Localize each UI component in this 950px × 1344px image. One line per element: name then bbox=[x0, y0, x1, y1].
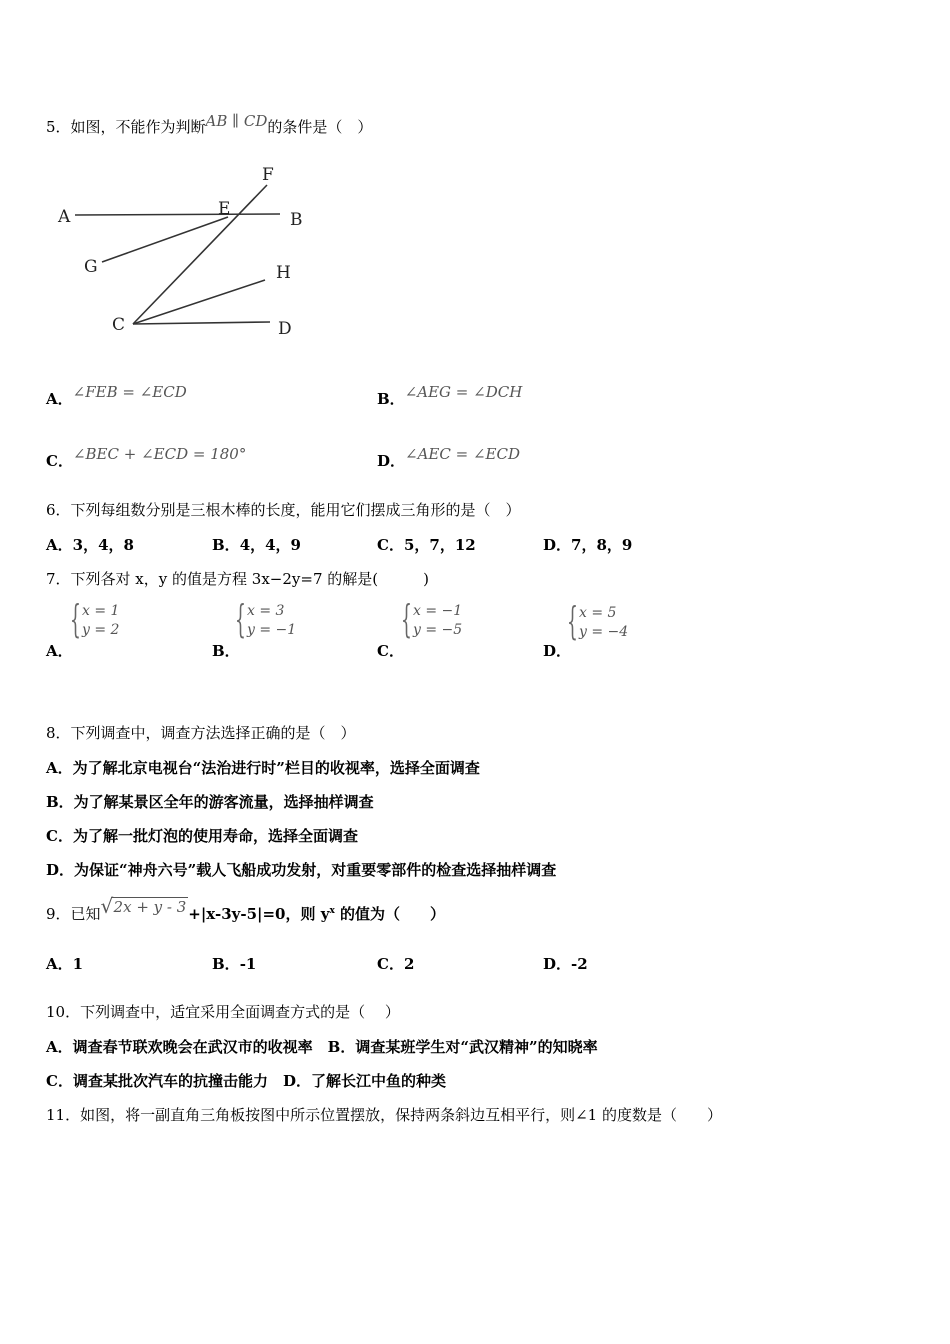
q6-option-b[interactable] bbox=[212, 534, 301, 555]
q7-d-row2: y = −4 bbox=[579, 624, 629, 640]
q5-option-c-label: C． bbox=[46, 452, 73, 470]
q6-option-c-label: C． bbox=[377, 536, 404, 554]
q5-option-b-label: B． bbox=[377, 390, 405, 408]
q9-option-d[interactable] bbox=[543, 953, 588, 974]
q9-radicand: 2x + y - 3 bbox=[111, 897, 189, 916]
q6-option-a-label: A． bbox=[46, 536, 73, 554]
q5-suffix: 的条件是（ ） bbox=[267, 118, 373, 136]
q5-option-c-expr: ∠BEC + ∠ECD = 180° bbox=[72, 445, 247, 463]
q7-a-row2: y = 2 bbox=[82, 622, 120, 638]
q5-option-c[interactable] bbox=[46, 445, 247, 471]
q5-option-d[interactable] bbox=[377, 445, 520, 471]
q7-b-row2: y = −1 bbox=[247, 622, 297, 638]
q10-options-line1[interactable]: A．调查春节联欢晚会在武汉市的收视率 B．调查某班学生对“武汉精神”的知晓率 bbox=[46, 1038, 598, 1056]
label-F: F bbox=[262, 165, 274, 185]
q7-a-row1: x = 1 bbox=[82, 603, 120, 619]
q9-option-b[interactable] bbox=[212, 953, 256, 974]
label-C: C bbox=[112, 315, 126, 335]
q6-option-d-label: D． bbox=[543, 536, 572, 554]
q7-option-d-system: { x = 5 y = −4 bbox=[567, 599, 629, 643]
q9-option-b-text: -1 bbox=[239, 955, 257, 973]
q6-option-a-text: 3，4，8 bbox=[72, 536, 134, 554]
q9-tail: 的值为（ ） bbox=[334, 905, 446, 923]
q5-stem bbox=[46, 112, 373, 137]
q8-option-b[interactable]: B．为了解某景区全年的游客流量，选择抽样调查 bbox=[46, 793, 374, 811]
label-D: D bbox=[278, 319, 292, 339]
q9-option-d-text: -2 bbox=[571, 955, 588, 973]
q9-option-a-label: A． bbox=[46, 955, 73, 973]
q6-option-c-text: 5，7，12 bbox=[403, 536, 476, 554]
label-H: H bbox=[276, 263, 291, 283]
q5-option-a-expr: ∠FEB = ∠ECD bbox=[72, 383, 187, 401]
q7-option-a-system: { x = 1 y = 2 bbox=[70, 597, 120, 641]
q10-options-line2[interactable]: C．调查某批次汽车的抗撞击能力 D．了解长江中鱼的种类 bbox=[46, 1072, 446, 1090]
q5-option-a[interactable] bbox=[46, 383, 187, 409]
q9-stem bbox=[46, 894, 446, 924]
q8-option-c[interactable]: C．为了解一批灯泡的使用寿命，选择全面调查 bbox=[46, 827, 358, 845]
q9-option-c-label: C． bbox=[377, 955, 404, 973]
q7-b-row1: x = 3 bbox=[247, 603, 285, 619]
q7-d-row1: x = 5 bbox=[579, 605, 617, 621]
q9-suffix: +|x-3y-5|=0，则 y bbox=[188, 905, 330, 923]
q9-option-c-text: 2 bbox=[403, 955, 415, 973]
q9-option-a-text: 1 bbox=[72, 955, 84, 973]
q8-option-d[interactable]: D．为保证“神舟六号”载人飞船成功发射，对重要零部件的检查选择抽样调查 bbox=[46, 861, 557, 879]
q6-option-a[interactable] bbox=[46, 534, 134, 555]
q6-option-d[interactable] bbox=[543, 534, 632, 555]
q5-option-d-expr: ∠AEC = ∠ECD bbox=[405, 445, 520, 463]
q6-stem: 6．下列每组数分别是三根木棒的长度，能用它们摆成三角形的是（ ） bbox=[46, 501, 521, 519]
q6-option-c[interactable] bbox=[377, 534, 476, 555]
q7-option-b[interactable]: B． bbox=[212, 642, 240, 660]
q5-option-a-label: A． bbox=[46, 390, 73, 408]
q9-option-a[interactable] bbox=[46, 953, 83, 974]
q7-option-c[interactable]: C． bbox=[377, 642, 404, 660]
q7-stem: 7．下列各对 x，y 的值是方程 3x−2y=7 的解是( ) bbox=[46, 570, 429, 588]
q6-option-b-text: 4，4，9 bbox=[239, 536, 301, 554]
q9-prefix: 9．已知 bbox=[46, 905, 101, 923]
q5-option-b[interactable] bbox=[377, 383, 523, 409]
q7-c-row1: x = −1 bbox=[413, 603, 463, 619]
q9-sup: x bbox=[329, 906, 335, 916]
q5-condition: AB ∥ CD bbox=[205, 112, 268, 130]
q7-option-a[interactable]: A． bbox=[46, 642, 73, 660]
q7-option-b-system: { x = 3 y = −1 bbox=[235, 597, 297, 641]
q8-stem: 8．下列调查中，调查方法选择正确的是（ ） bbox=[46, 724, 356, 742]
q10-stem: 10．下列调查中，适宜采用全面调查方式的是（ ） bbox=[46, 1003, 400, 1021]
label-G: G bbox=[84, 257, 98, 277]
q11-stem: 11．如图，将一副直角三角板按图中所示位置摆放，保持两条斜边互相平行，则∠1 的度数是（ ） bbox=[46, 1106, 722, 1124]
q5-option-d-label: D． bbox=[377, 452, 406, 470]
label-B: B bbox=[290, 210, 303, 230]
q5-prefix: 5．如图，不能作为判断 bbox=[46, 118, 206, 136]
q6-option-d-text: 7，8，9 bbox=[571, 536, 633, 554]
label-E: E bbox=[218, 199, 231, 219]
q9-sqrt: √ 2x + y - 3 bbox=[100, 894, 187, 918]
q5-option-b-expr: ∠AEG = ∠DCH bbox=[404, 383, 523, 401]
q5-figure bbox=[50, 158, 320, 348]
label-A: A bbox=[58, 207, 71, 227]
q7-option-c-system: { x = −1 y = −5 bbox=[401, 597, 463, 641]
q9-option-b-label: B． bbox=[212, 955, 240, 973]
q9-option-d-label: D． bbox=[543, 955, 572, 973]
q7-option-d[interactable]: D． bbox=[543, 642, 572, 660]
q8-option-a[interactable]: A．为了解北京电视台“法治进行时”栏目的收视率，选择全面调查 bbox=[46, 759, 480, 777]
q9-option-c[interactable] bbox=[377, 953, 414, 974]
q7-c-row2: y = −5 bbox=[413, 622, 463, 638]
q6-option-b-label: B． bbox=[212, 536, 240, 554]
